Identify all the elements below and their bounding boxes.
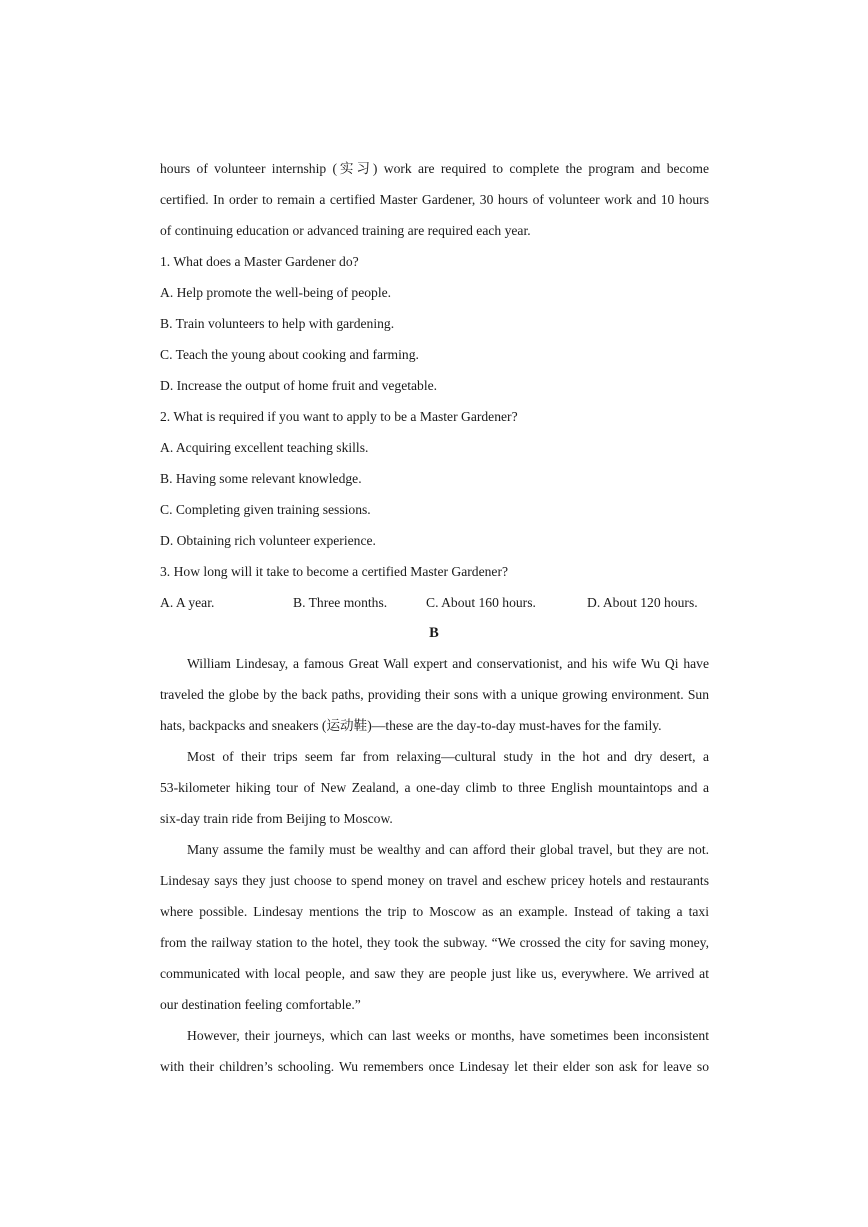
passage-line: with their children’s schooling. Wu remembers once Lindesay let their elder son ask for leave so — [160, 1059, 709, 1074]
passage-line: traveled the globe by the back paths, providing their sons with a unique growing environment. Sun — [160, 687, 709, 702]
passage-line: However, their journeys, which can last weeks or months, have sometimes been inconsistent — [187, 1028, 709, 1043]
passage-line: certified. In order to remain a certified Master Gardener, 30 hours of volunteer work and 10 hours — [160, 192, 709, 207]
answer-option: D. About 120 hours. — [587, 595, 698, 610]
answer-option: B. Having some relevant knowledge. — [160, 471, 362, 486]
answer-option: A. Acquiring excellent teaching skills. — [160, 440, 369, 455]
question-stem: 2. What is required if you want to apply to be a Master Gardener? — [160, 409, 518, 424]
answer-option: D. Obtaining rich volunteer experience. — [160, 533, 376, 548]
passage-line: hats, backpacks and sneakers (运动鞋)—these are the day-to-day must-haves for the family. — [160, 718, 662, 733]
passage-line: our destination feeling comfortable.” — [160, 997, 361, 1012]
answer-option: C. About 160 hours. — [426, 595, 536, 610]
passage-line: 53-kilometer hiking tour of New Zealand, a one-day climb to three English mountaintops and a — [160, 780, 709, 795]
passage-line: of continuing education or advanced training are required each year. — [160, 223, 531, 238]
answer-option: C. Teach the young about cooking and farming. — [160, 347, 419, 362]
section-heading: B — [429, 625, 439, 641]
answer-option: C. Completing given training sessions. — [160, 502, 371, 517]
passage-line: from the railway station to the hotel, they took the subway. “We crossed the city for saving money, — [160, 935, 709, 950]
answer-option: B. Three months. — [293, 595, 388, 610]
question-stem: 1. What does a Master Gardener do? — [160, 254, 359, 269]
passage-line: Most of their trips seem far from relaxing—cultural study in the hot and dry desert, a — [187, 749, 709, 764]
passage-line: Lindesay says they just choose to spend money on travel and eschew pricey hotels and restaurants — [160, 873, 709, 888]
passage-line: where possible. Lindesay mentions the trip to Moscow as an example. Instead of taking a taxi — [160, 904, 709, 919]
passage-line: communicated with local people, and saw they are people just like us, everywhere. We arrived at — [160, 966, 709, 981]
question-stem: 3. How long will it take to become a certified Master Gardener? — [160, 564, 509, 579]
passage-line: hours of volunteer internship (实习) work are required to complete the program and become — [160, 161, 709, 176]
passage-line: six-day train ride from Beijing to Moscow. — [160, 811, 393, 826]
passage-line: Many assume the family must be wealthy and can afford their global travel, but they are not. — [187, 842, 709, 857]
answer-option: D. Increase the output of home fruit and vegetable. — [160, 378, 438, 393]
answer-option: B. Train volunteers to help with gardening. — [160, 316, 395, 331]
answer-option: A. Help promote the well-being of people. — [160, 285, 392, 300]
passage-line: William Lindesay, a famous Great Wall expert and conservationist, and his wife Wu Qi have — [187, 656, 709, 671]
answer-option: A. A year. — [160, 595, 215, 610]
